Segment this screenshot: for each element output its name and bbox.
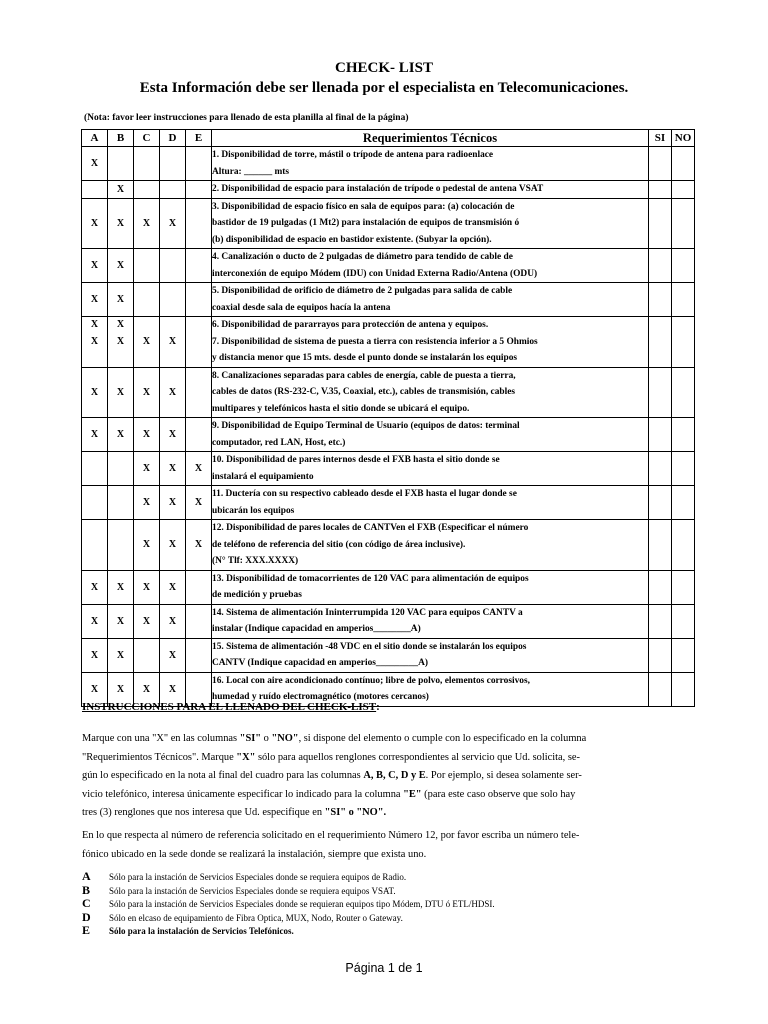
paragraph-text: , si dispone del elemento o cumple con lo especificado en la columna bbox=[298, 733, 587, 744]
mark-cell-d bbox=[160, 367, 186, 418]
paragraph-text: (para este caso observe que solo hay bbox=[421, 788, 576, 800]
si-checkbox-cell[interactable] bbox=[649, 283, 672, 317]
table-row bbox=[82, 249, 695, 283]
mark-d: X bbox=[168, 217, 177, 229]
requirement-line: multipares y telefónicos hasta el sitio donde se ubicará el equipo. bbox=[212, 403, 470, 414]
requirement-line: 6. Disponibilidad de pararrayos para protección de antena y equipos. bbox=[212, 320, 489, 330]
mark-c bbox=[134, 350, 159, 367]
mark-e: X bbox=[194, 463, 203, 474]
legend-letter: B bbox=[82, 882, 91, 897]
no-checkbox-cell[interactable] bbox=[672, 604, 695, 638]
mark-cell-a bbox=[82, 249, 108, 283]
mark-b: X bbox=[116, 217, 125, 229]
mark-c: X bbox=[142, 497, 151, 508]
mark-c: X bbox=[142, 335, 151, 347]
mark-cell-e bbox=[186, 486, 212, 520]
mark-e bbox=[186, 317, 211, 334]
column-header-a: A bbox=[82, 130, 108, 147]
mark-cell-b bbox=[108, 418, 134, 452]
table-row bbox=[82, 181, 695, 199]
mark-cell-d bbox=[160, 638, 186, 672]
requirement-line: coaxial desde sala de equipos hacía la antena bbox=[212, 302, 391, 313]
emphasis-text: "X" bbox=[236, 751, 256, 763]
legend-item bbox=[82, 884, 495, 898]
mark-d: X bbox=[168, 497, 177, 508]
requirement-line: 10. Disponibilidad de pares internos desde el FXB hasta el sitio donde se bbox=[212, 455, 500, 465]
column-header-no: NO bbox=[672, 130, 695, 147]
mark-cell-c bbox=[134, 317, 160, 368]
legend-item bbox=[82, 870, 495, 884]
no-checkbox-cell[interactable] bbox=[672, 198, 695, 249]
requirement-cell bbox=[212, 486, 649, 520]
mark-cell-a bbox=[82, 317, 108, 368]
mark-cell-c bbox=[134, 604, 160, 638]
mark-cell-e bbox=[186, 570, 212, 604]
paragraph-text: "Requerimientos Técnicos". Marque bbox=[82, 751, 237, 763]
requirement-line: y distancia menor que 15 mts. desde el punto donde se instalarán los equipos bbox=[212, 353, 518, 363]
legend-letter: D bbox=[82, 909, 91, 924]
mark-cell-a bbox=[82, 520, 108, 571]
table-row bbox=[82, 418, 695, 452]
si-checkbox-cell[interactable] bbox=[649, 198, 672, 249]
mark-d: X bbox=[168, 463, 177, 474]
requirement-line: 4. Canalización o ducto de 2 pulgadas de diámetro para tendido de cable de bbox=[212, 252, 513, 262]
mark-cell-c bbox=[134, 198, 160, 249]
mark-cell-c bbox=[134, 486, 160, 520]
no-checkbox-cell[interactable] bbox=[672, 283, 695, 317]
mark-d: X bbox=[168, 649, 177, 661]
requirement-cell bbox=[212, 520, 649, 571]
mark-e: X bbox=[194, 497, 203, 508]
requirement-line: de medición y pruebas bbox=[212, 590, 302, 600]
mark-c: X bbox=[142, 683, 151, 695]
emphasis-text: "NO" bbox=[271, 733, 299, 744]
requirement-cell bbox=[212, 147, 649, 181]
mark-d: X bbox=[168, 683, 177, 695]
no-checkbox-cell[interactable] bbox=[672, 638, 695, 672]
no-checkbox-cell[interactable] bbox=[672, 672, 695, 706]
table-row bbox=[82, 198, 695, 249]
mark-cell-d bbox=[160, 604, 186, 638]
mark-cell-a bbox=[82, 604, 108, 638]
mark-d bbox=[160, 350, 185, 367]
requirement-line: 2. Disponibilidad de espacio para instalación de trípode o pedestal de antena VSAT bbox=[212, 184, 544, 194]
mark-a: X bbox=[90, 260, 99, 271]
requirement-line: computador, red LAN, Host, etc.) bbox=[212, 437, 346, 448]
si-checkbox-cell[interactable] bbox=[649, 181, 672, 199]
legend-item bbox=[82, 924, 495, 938]
mark-cell-d bbox=[160, 147, 186, 181]
mark-cell-e bbox=[186, 604, 212, 638]
emphasis-text: A, B, C, D y E bbox=[363, 770, 426, 781]
mark-a: X bbox=[90, 158, 99, 169]
paragraph-text: sólo para aquellos renglones correspondientes al servicio que Ud. solicita, se- bbox=[255, 751, 580, 763]
no-checkbox-cell[interactable] bbox=[672, 317, 695, 368]
mark-cell-e bbox=[186, 418, 212, 452]
mark-cell-b bbox=[108, 181, 134, 199]
mark-cell-e bbox=[186, 198, 212, 249]
requirement-line: interconexión de equipo Módem (IDU) con Unidad Externa Radio/Antena (ODU) bbox=[212, 268, 538, 279]
mark-e bbox=[186, 350, 211, 367]
si-checkbox-cell[interactable] bbox=[649, 367, 672, 418]
requirement-line: 16. Local con aire acondicionado contínuo; libre de polvo, elementos corrosivos, bbox=[212, 675, 530, 686]
requirement-line: instalará el equipamiento bbox=[212, 471, 314, 482]
column-legend bbox=[82, 870, 495, 938]
table-row bbox=[82, 147, 695, 181]
instructions-note: (Nota: favor leer instrucciones para llenado de esta planilla al final de la página) bbox=[84, 113, 409, 123]
mark-cell-e bbox=[186, 147, 212, 181]
si-checkbox-cell[interactable] bbox=[649, 418, 672, 452]
mark-b: X bbox=[116, 183, 125, 195]
column-header-requirements: Requerimientos Técnicos bbox=[212, 130, 649, 147]
mark-cell-c bbox=[134, 418, 160, 452]
column-header-si: SI bbox=[649, 130, 672, 147]
si-checkbox-cell[interactable] bbox=[649, 672, 672, 706]
requirement-cell bbox=[212, 570, 649, 604]
mark-cell-b bbox=[108, 520, 134, 571]
legend-text: Sólo para la instación de Servicios Especiales donde se requiera equipos de Radio. bbox=[109, 872, 407, 882]
mark-a: X bbox=[90, 683, 99, 695]
mark-cell-a bbox=[82, 181, 108, 199]
si-checkbox-cell[interactable] bbox=[649, 317, 672, 368]
legend-letter: A bbox=[82, 869, 91, 883]
page-number: Página 1 de 1 bbox=[345, 961, 423, 975]
mark-a: X bbox=[90, 217, 99, 229]
mark-cell-b bbox=[108, 638, 134, 672]
mark-cell-b bbox=[108, 249, 134, 283]
requirement-line: Altura: ______ mts bbox=[212, 166, 290, 177]
mark-b: X bbox=[116, 429, 125, 440]
legend-letter: C bbox=[82, 896, 91, 910]
no-checkbox-cell[interactable] bbox=[672, 147, 695, 181]
mark-b: X bbox=[116, 335, 125, 347]
mark-cell-e bbox=[186, 283, 212, 317]
emphasis-text: "SI" bbox=[239, 733, 262, 744]
mark-a: X bbox=[90, 581, 99, 593]
mark-cell-b bbox=[108, 283, 134, 317]
si-checkbox-cell[interactable] bbox=[649, 486, 672, 520]
mark-cell-d bbox=[160, 486, 186, 520]
mark-cell-c bbox=[134, 249, 160, 283]
si-checkbox-cell[interactable] bbox=[649, 249, 672, 283]
requirement-line: cables de datos (RS-232-C, V.35, Coaxial, etc.), cables de transmisión, cables bbox=[212, 387, 516, 397]
paragraph-text: gún lo especificado en la nota al final del cuadro para las columnas bbox=[82, 770, 364, 781]
requirement-line: 13. Disponibilidad de tomacorrientes de 120 VAC para alimentación de equipos bbox=[212, 573, 529, 584]
si-checkbox-cell[interactable] bbox=[649, 570, 672, 604]
column-header-d: D bbox=[160, 130, 186, 147]
requirement-cell bbox=[212, 198, 649, 249]
mark-cell-b bbox=[108, 570, 134, 604]
column-header-b: B bbox=[108, 130, 134, 147]
no-checkbox-cell[interactable] bbox=[672, 520, 695, 571]
mark-a: X bbox=[90, 294, 99, 305]
table-row bbox=[82, 486, 695, 520]
requirement-cell bbox=[212, 638, 649, 672]
instructions-heading-colon: : bbox=[376, 701, 380, 713]
mark-cell-c bbox=[134, 283, 160, 317]
si-checkbox-cell[interactable] bbox=[649, 520, 672, 571]
requirement-cell bbox=[212, 367, 649, 418]
paragraph-line bbox=[82, 786, 694, 805]
mark-cell-b bbox=[108, 486, 134, 520]
no-checkbox-cell[interactable] bbox=[672, 418, 695, 452]
mark-cell-d bbox=[160, 181, 186, 199]
mark-b: X bbox=[116, 294, 125, 305]
paragraph-line bbox=[82, 767, 694, 786]
si-checkbox-cell[interactable] bbox=[649, 147, 672, 181]
mark-d: X bbox=[168, 386, 177, 398]
mark-cell-a bbox=[82, 638, 108, 672]
requirement-line: 1. Disponibilidad de torre, mástil o trípode de antena para radioenlace bbox=[212, 150, 494, 160]
mark-e bbox=[186, 334, 211, 351]
no-checkbox-cell[interactable] bbox=[672, 452, 695, 486]
mark-cell-c bbox=[134, 367, 160, 418]
mark-b: X bbox=[116, 319, 125, 330]
column-header-c: C bbox=[134, 130, 160, 147]
requirement-line: humedad y ruído electromagnético (motores cercanos) bbox=[212, 692, 429, 702]
mark-c: X bbox=[142, 429, 151, 440]
paragraph-text: . Por ejemplo, si desea solamente ser- bbox=[425, 770, 582, 781]
mark-a: X bbox=[90, 615, 99, 627]
legend-text: Sólo para la instación de Servicios Especiales donde se requiera equipos VSAT. bbox=[109, 885, 396, 896]
mark-c bbox=[134, 317, 159, 334]
table-row bbox=[82, 638, 695, 672]
requirement-cell bbox=[212, 283, 649, 317]
requirement-line: 7. Disponibilidad de sistema de puesta a tierra con resistencia inferior a 5 Ohmios bbox=[212, 336, 538, 347]
legend-text: Sólo en elcaso de equipamiento de Fibra Optica, MUX, Nodo, Router o Gateway. bbox=[109, 912, 403, 923]
instructions-heading bbox=[82, 701, 380, 713]
mark-cell-c bbox=[134, 570, 160, 604]
mark-d: X bbox=[168, 539, 177, 551]
mark-a: X bbox=[90, 429, 99, 440]
requirement-cell bbox=[212, 604, 649, 638]
requirement-line: 12. Disponibilidad de pares locales de CANTVen el FXB (Especificar el número bbox=[212, 523, 529, 533]
mark-b: X bbox=[116, 581, 125, 593]
mark-c: X bbox=[142, 539, 151, 551]
no-checkbox-cell[interactable] bbox=[672, 249, 695, 283]
document-title: CHECK- LIST bbox=[335, 60, 433, 76]
mark-c: X bbox=[142, 217, 151, 229]
mark-d: X bbox=[168, 581, 177, 593]
requirement-cell bbox=[212, 452, 649, 486]
mark-b bbox=[108, 350, 133, 367]
paragraph-text: o bbox=[261, 733, 272, 744]
requirement-line: bastidor de 19 pulgadas (1 Mt2) para instalación de equipos de transmisión ó bbox=[212, 218, 520, 228]
checklist-table bbox=[81, 129, 695, 707]
mark-d: X bbox=[168, 615, 177, 627]
mark-cell-e bbox=[186, 249, 212, 283]
mark-b: X bbox=[116, 683, 125, 695]
paragraph-line bbox=[82, 749, 694, 768]
table-header-row bbox=[82, 130, 695, 147]
table-row bbox=[82, 317, 695, 368]
requirement-cell bbox=[212, 249, 649, 283]
legend-letter: E bbox=[82, 923, 91, 937]
instructions-heading-text: INSTRUCCIONES PARA EL LLENADO DEL CHECK-LIST bbox=[82, 701, 377, 713]
requirement-line: CANTV (Indique capacidad en amperios_________A) bbox=[212, 658, 428, 668]
requirement-line: 14. Sistema de alimentación Ininterrumpida 120 VAC para equipos CANTV a bbox=[212, 607, 523, 618]
table-row bbox=[82, 367, 695, 418]
mark-cell-e bbox=[186, 638, 212, 672]
no-checkbox-cell[interactable] bbox=[672, 367, 695, 418]
si-checkbox-cell[interactable] bbox=[649, 638, 672, 672]
mark-cell-e bbox=[186, 317, 212, 368]
paragraph-text: tres (3) renglones que nos interesa que Ud. especifique en bbox=[82, 807, 325, 818]
mark-e: X bbox=[194, 539, 203, 551]
mark-cell-a bbox=[82, 198, 108, 249]
table-row bbox=[82, 452, 695, 486]
requirement-line: (b) disponibilidad de espacio en bastidor existente. (Subyar la opción). bbox=[212, 234, 492, 245]
no-checkbox-cell[interactable] bbox=[672, 486, 695, 520]
requirement-line: 9. Disponibilidad de Equipo Terminal de Usuario (equipos de datos: terminal bbox=[212, 421, 520, 431]
mark-c: X bbox=[142, 463, 151, 474]
mark-cell-c bbox=[134, 181, 160, 199]
legend-text: Sólo para la instalación de Servicios Telefónicos. bbox=[109, 926, 294, 936]
requirement-line: ubicarán los equipos bbox=[212, 505, 295, 516]
mark-cell-e bbox=[186, 452, 212, 486]
mark-d: X bbox=[168, 429, 177, 440]
mark-cell-a bbox=[82, 486, 108, 520]
instructions-paragraph-2 bbox=[82, 827, 694, 864]
mark-cell-a bbox=[82, 570, 108, 604]
mark-cell-e bbox=[186, 520, 212, 571]
requirement-cell bbox=[212, 418, 649, 452]
paragraph-line: En lo que respecta al número de referencia solicitado en el requerimiento Número 12, por favor escriba un número tele- bbox=[82, 830, 580, 841]
mark-cell-d bbox=[160, 283, 186, 317]
emphasis-text: "E" bbox=[403, 788, 422, 800]
table-row bbox=[82, 520, 695, 571]
mark-cell-e bbox=[186, 181, 212, 199]
requirement-line: instalar (Indique capacidad en amperios________A) bbox=[212, 624, 421, 634]
mark-cell-d bbox=[160, 570, 186, 604]
legend-item bbox=[82, 911, 495, 925]
mark-c: X bbox=[142, 615, 151, 627]
mark-cell-a bbox=[82, 452, 108, 486]
requirement-line: de teléfono de referencia del sitio (con código de área inclusive). bbox=[212, 539, 466, 550]
mark-a bbox=[82, 350, 107, 367]
mark-a: X bbox=[90, 386, 99, 398]
no-checkbox-cell[interactable] bbox=[672, 570, 695, 604]
mark-cell-b bbox=[108, 604, 134, 638]
requirement-line: 3. Disponibilidad de espacio físico en sala de equipos para: (a) colocación de bbox=[212, 201, 515, 212]
mark-cell-d bbox=[160, 452, 186, 486]
mark-cell-b bbox=[108, 367, 134, 418]
mark-cell-c bbox=[134, 452, 160, 486]
requirement-cell bbox=[212, 317, 649, 368]
legend-item bbox=[82, 897, 495, 911]
mark-cell-b bbox=[108, 147, 134, 181]
mark-cell-a bbox=[82, 418, 108, 452]
paragraph-line: fónico ubicado en la sede donde se realizará la instalación, siempre que exista uno. bbox=[82, 848, 427, 860]
paragraph-line bbox=[82, 804, 694, 823]
emphasis-text: "SI" o "NO". bbox=[324, 807, 387, 818]
mark-cell-b bbox=[108, 452, 134, 486]
table-row bbox=[82, 570, 695, 604]
mark-cell-a bbox=[82, 147, 108, 181]
mark-a: X bbox=[90, 649, 99, 661]
mark-b: X bbox=[116, 615, 125, 627]
requirement-line: 5. Disponibilidad de orificio de diámetro de 2 pulgadas para salida de cable bbox=[212, 286, 513, 296]
si-checkbox-cell[interactable] bbox=[649, 604, 672, 638]
mark-cell-d bbox=[160, 317, 186, 368]
mark-b: X bbox=[116, 386, 125, 398]
mark-cell-c bbox=[134, 520, 160, 571]
mark-cell-c bbox=[134, 638, 160, 672]
mark-cell-b bbox=[108, 317, 134, 368]
legend-text: Sólo para la instación de Servicios Especiales donde se requieran equipos tipo Módem, DTU ó ETL/HDSI. bbox=[109, 899, 495, 909]
table-row bbox=[82, 283, 695, 317]
mark-cell-d bbox=[160, 418, 186, 452]
mark-cell-d bbox=[160, 249, 186, 283]
mark-a: X bbox=[90, 319, 99, 330]
mark-cell-b bbox=[108, 198, 134, 249]
document-subtitle: Esta Información debe ser llenada por el especialista en Telecomunicaciones. bbox=[139, 80, 629, 96]
mark-cell-c bbox=[134, 147, 160, 181]
paragraph-text: Marque con una "X" en las columnas bbox=[82, 733, 240, 744]
paragraph-line bbox=[82, 730, 694, 749]
no-checkbox-cell[interactable] bbox=[672, 181, 695, 199]
requirement-line: 15. Sistema de alimentación -48 VDC en el sitio donde se instalarán los equipos bbox=[212, 641, 527, 652]
mark-cell-a bbox=[82, 283, 108, 317]
requirement-cell bbox=[212, 181, 649, 199]
paragraph-text: vicio telefónico, interesa únicamente especificar lo indicado para la columna bbox=[82, 788, 404, 800]
mark-d bbox=[160, 317, 185, 334]
instructions-paragraph-1 bbox=[82, 730, 694, 823]
si-checkbox-cell[interactable] bbox=[649, 452, 672, 486]
mark-a: X bbox=[90, 335, 99, 347]
mark-c: X bbox=[142, 581, 151, 593]
requirement-line: 11. Ductería con su respectivo cableado desde el FXB hasta el lugar donde se bbox=[212, 489, 517, 499]
column-header-e: E bbox=[186, 130, 212, 147]
requirement-line: (N° Tlf: XXX.XXXX) bbox=[212, 556, 299, 566]
mark-cell-e bbox=[186, 367, 212, 418]
table-row bbox=[82, 604, 695, 638]
mark-c: X bbox=[142, 386, 151, 398]
mark-d: X bbox=[168, 335, 177, 347]
mark-b: X bbox=[116, 260, 125, 271]
requirement-line: 8. Canalizaciones separadas para cables de energía, cable de puesta a tierra, bbox=[212, 370, 516, 381]
mark-b: X bbox=[116, 649, 125, 661]
mark-cell-d bbox=[160, 198, 186, 249]
mark-cell-a bbox=[82, 367, 108, 418]
mark-cell-d bbox=[160, 520, 186, 571]
